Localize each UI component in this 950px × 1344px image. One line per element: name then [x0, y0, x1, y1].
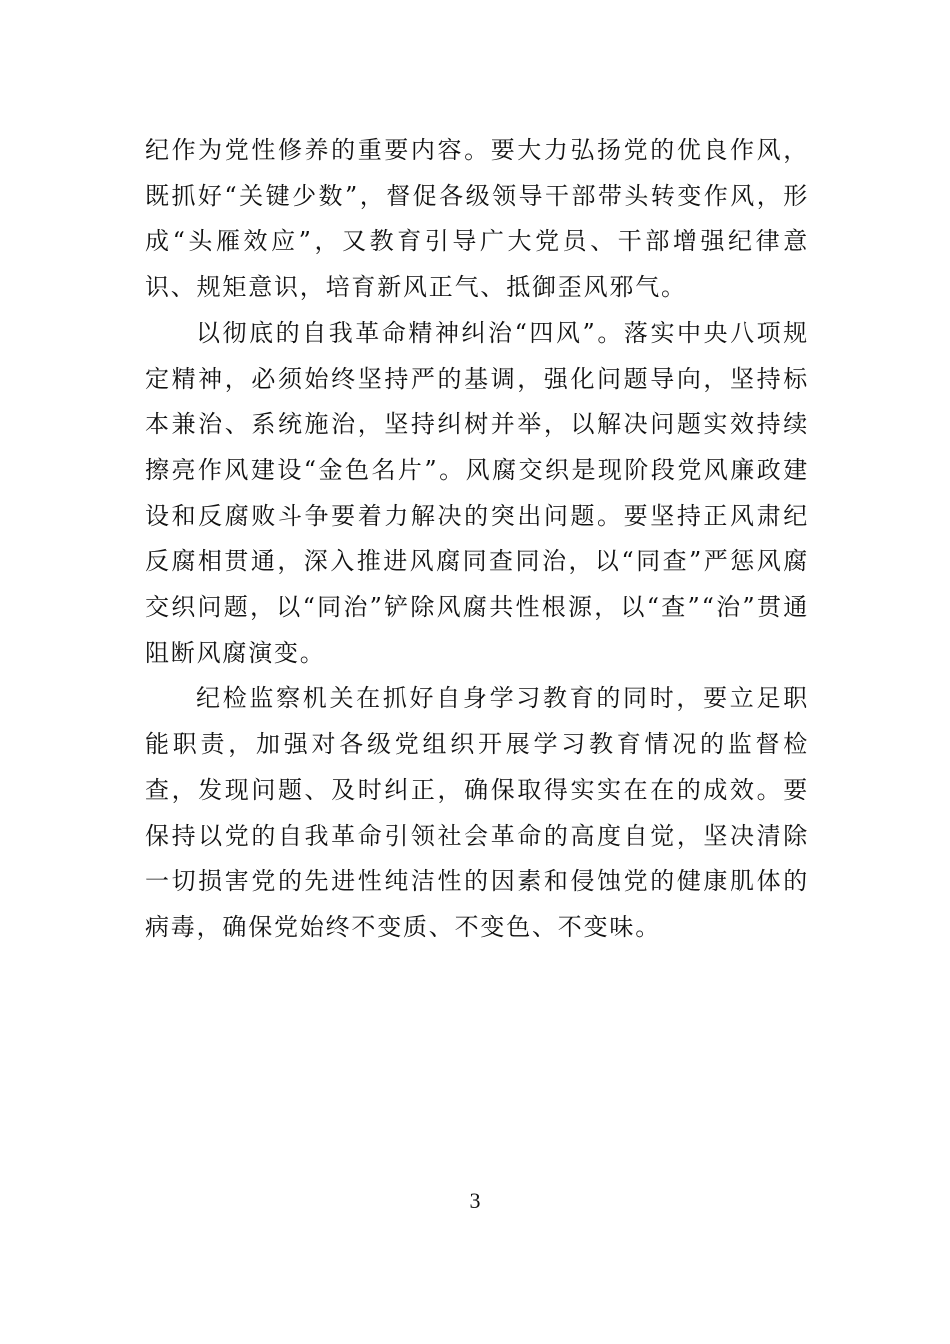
- document-body: [145, 128, 809, 951]
- paragraph-discipline-inspection: 纪检监察机关在抓好自身学习教育的同时，要立足职能职责，加强对各级党组织开展学习教育情况的监督检查，发现问题、及时纠正，确保取得实实在在的成效。要保持以党的自我革命引领社会革命的高度自觉，坚决清除一切损害党的先进性纯洁性的因素和侵蚀党的健康肌体的病毒，确保党始终不变质、不变色、不变味。: [145, 684, 809, 941]
- paragraph-four-winds: 以彻底的自我革命精神纠治“四风”。落实中央八项规定精神，必须始终坚持严的基调，强化问题导向，坚持标本兼治、系统施治，坚持纠树并举，以解决问题实效持续擦亮作风建设“金色名片”。风腐交织是现阶段党风廉政建设和反腐败斗争要着力解决的突出问题。要坚持正风肃纪反腐相贯通，深入推进风腐同查同治，以“同查”严惩风腐交织问题，以“同治”铲除风腐共性根源，以“查”“治”贯通阻断风腐演变。: [145, 318, 809, 667]
- paragraph-continuation: 纪作为党性修养的重要内容。要大力弘扬党的优良作风，既抓好“关键少数”，督促各级领导干部带头转变作风，形成“头雁效应”，又教育引导广大党员、干部增强纪律意识、规矩意识，培育新风正气、抵御歪风邪气。: [145, 136, 809, 302]
- page-number: 3: [469, 1188, 481, 1213]
